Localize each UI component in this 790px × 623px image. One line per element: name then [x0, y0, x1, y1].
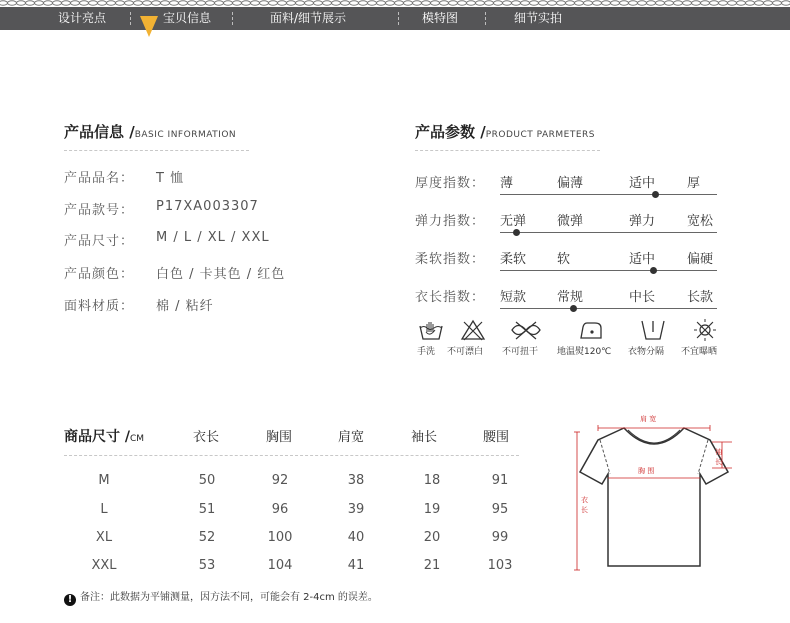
- nav-separator: [398, 12, 399, 25]
- chain-link: [359, 1, 368, 5]
- nav-item-detail-shots[interactable]: 细节实拍: [514, 11, 563, 25]
- chain-link: [656, 1, 665, 5]
- size-header-length: 衣长: [193, 430, 220, 445]
- size-cell: 20: [423, 530, 441, 545]
- chain-link: [161, 1, 170, 5]
- chain-link: [332, 1, 341, 5]
- info-value-name: T 恤: [156, 171, 185, 186]
- no-wring-icon: [508, 318, 544, 342]
- product-params-title: 产品参数 /PRODUCT PARMETERS: [415, 123, 595, 141]
- no-bleach-icon: [460, 318, 486, 342]
- chain-link: [179, 1, 188, 5]
- param-option: 弹力: [629, 214, 656, 229]
- chain-link: [476, 1, 485, 5]
- chain-link: [692, 1, 701, 5]
- chain-link: [755, 1, 764, 5]
- divider: [415, 150, 600, 151]
- size-cell: 51: [198, 502, 216, 517]
- size-cell: 104: [267, 558, 293, 573]
- chain-link: [26, 1, 35, 5]
- nav-item-product-info[interactable]: 宝贝信息: [163, 11, 212, 25]
- care-label-no-bleach: 不可漂白: [447, 347, 484, 357]
- measurement-note: ! 备注：此数据为平铺测量，因方法不同，可能会有 2-4cm 的误差。: [64, 588, 378, 606]
- param-scale-line: [500, 308, 717, 309]
- size-cell: 19: [423, 502, 441, 517]
- chain-link: [44, 1, 53, 5]
- no-sun-icon: [692, 318, 718, 342]
- chain-link: [260, 1, 269, 5]
- chain-link: [80, 1, 89, 5]
- chain-link: [539, 1, 548, 5]
- size-cell: 92: [271, 473, 289, 488]
- size-cell-size: XXL: [91, 558, 117, 573]
- dim-label-length-2: 长: [581, 506, 588, 514]
- param-selected-dot: [650, 267, 657, 274]
- size-cell: 50: [198, 473, 216, 488]
- chain-link: [602, 1, 611, 5]
- chain-link: [584, 1, 593, 5]
- param-option: 宽松: [687, 214, 714, 229]
- hand-wash-icon: [418, 318, 444, 342]
- chain-link: [440, 1, 449, 5]
- size-cell: 18: [423, 473, 441, 488]
- chain-link: [134, 1, 143, 5]
- chain-link: [287, 1, 296, 5]
- param-option: 短款: [500, 290, 527, 305]
- chain-link: [620, 1, 629, 5]
- chain-link: [269, 1, 278, 5]
- dim-label-length-1: 衣: [581, 496, 588, 504]
- param-label: 弹力指数：: [415, 214, 486, 229]
- param-option: 常规: [557, 290, 584, 305]
- param-option: 厚: [687, 176, 701, 191]
- nav-active-pointer: [140, 16, 158, 37]
- chain-link: [485, 1, 494, 5]
- chain-link: [413, 1, 422, 5]
- chain-link: [377, 1, 386, 5]
- param-option: 偏薄: [557, 176, 584, 191]
- chain-link: [557, 1, 566, 5]
- size-cell: 41: [347, 558, 365, 573]
- param-option: 中长: [629, 290, 656, 305]
- param-option: 偏硬: [687, 252, 714, 267]
- chain-link: [152, 1, 161, 5]
- nav-separator: [130, 12, 131, 25]
- chain-link: [314, 1, 323, 5]
- chain-link: [710, 1, 719, 5]
- size-header-sleeve: 袖长: [411, 430, 438, 445]
- chain-link: [548, 1, 557, 5]
- param-selected-dot: [652, 191, 659, 198]
- chain-link: [71, 1, 80, 5]
- chain-link: [512, 1, 521, 5]
- chain-link: [224, 1, 233, 5]
- chain-link: [278, 1, 287, 5]
- care-label-separate: 衣物分隔: [628, 347, 665, 357]
- size-cell: 96: [271, 502, 289, 517]
- size-cell-size: L: [100, 502, 108, 517]
- info-label-color: 产品颜色：: [64, 267, 135, 282]
- param-option: 薄: [500, 176, 514, 191]
- chain-link: [458, 1, 467, 5]
- size-cell-size: XL: [95, 530, 113, 545]
- product-info-title: 产品信息 /BASIC INFORMATION: [64, 123, 237, 141]
- param-option: 适中: [629, 176, 656, 191]
- size-cell: 52: [198, 530, 216, 545]
- param-scale-line: [500, 194, 717, 195]
- size-table-title: 商品尺寸 /CM: [64, 429, 145, 445]
- size-cell: 103: [487, 558, 513, 573]
- nav-separator: [232, 12, 233, 25]
- size-cell-size: M: [98, 473, 110, 488]
- chain-link: [0, 1, 8, 5]
- chain-link: [629, 1, 638, 5]
- info-label-material: 面料材质：: [64, 299, 135, 314]
- param-option: 长款: [687, 290, 714, 305]
- size-cell: 21: [423, 558, 441, 573]
- chain-link: [503, 1, 512, 5]
- dim-label-chest: 胸 围: [638, 467, 655, 475]
- chain-link: [395, 1, 404, 5]
- chain-link: [647, 1, 656, 5]
- exclamation-icon: !: [64, 594, 76, 606]
- chain-link: [35, 1, 44, 5]
- care-label-low-iron: 地温熨120℃: [557, 347, 612, 357]
- chain-link: [611, 1, 620, 5]
- chain-link: [251, 1, 260, 5]
- care-label-no-wring: 不可扭干: [502, 347, 539, 357]
- nav-separator: [485, 12, 486, 25]
- low-iron-icon: [578, 318, 604, 342]
- size-cell: 95: [491, 502, 509, 517]
- care-label-no-sun: 不宜曝晒: [681, 347, 718, 357]
- chain-link: [746, 1, 755, 5]
- size-cell: 53: [198, 558, 216, 573]
- shirt-measurement-diagram: [574, 410, 734, 585]
- param-label: 厚度指数：: [415, 176, 486, 191]
- param-option: 微弹: [557, 214, 584, 229]
- chain-link: [206, 1, 215, 5]
- size-cell: 39: [347, 502, 365, 517]
- hang-dry-icon: [640, 318, 666, 342]
- size-header-shoulder: 肩宽: [338, 430, 365, 445]
- chain-link: [701, 1, 710, 5]
- param-label: 柔软指数：: [415, 252, 486, 267]
- chain-link: [170, 1, 179, 5]
- size-cell: 38: [347, 473, 365, 488]
- chain-link: [305, 1, 314, 5]
- chain-link: [683, 1, 692, 5]
- dim-label-sleeve-2: 长: [715, 458, 722, 466]
- chain-link: [530, 1, 539, 5]
- chain-link: [17, 1, 26, 5]
- chain-link: [188, 1, 197, 5]
- chain-link: [116, 1, 125, 5]
- chain-link: [215, 1, 224, 5]
- chain-link: [143, 1, 152, 5]
- param-scale-line: [500, 270, 717, 271]
- info-value-material: 棉 / 粘纤: [156, 299, 214, 314]
- chain-link: [404, 1, 413, 5]
- param-scale-line: [500, 232, 717, 233]
- chain-link: [431, 1, 440, 5]
- size-cell: 40: [347, 530, 365, 545]
- chain-link: [8, 1, 17, 5]
- info-value-style-no: P17XA003307: [156, 199, 259, 214]
- divider: [64, 150, 249, 151]
- chain-link: [296, 1, 305, 5]
- chain-link: [197, 1, 206, 5]
- care-label-hand-wash: 手洗: [417, 347, 436, 357]
- nav-item-design-highlights[interactable]: 设计亮点: [58, 11, 107, 25]
- size-header-chest: 胸围: [266, 430, 293, 445]
- chain-link: [773, 1, 782, 5]
- chain-link: [422, 1, 431, 5]
- chain-link: [341, 1, 350, 5]
- chain-link: [521, 1, 530, 5]
- nav-item-model-photos[interactable]: 模特图: [422, 11, 459, 25]
- dim-label-shoulder: 肩 宽: [640, 415, 657, 423]
- chain-link: [638, 1, 647, 5]
- nav-item-fabric-details[interactable]: 面料/细节展示: [270, 11, 347, 25]
- chain-link: [242, 1, 251, 5]
- info-value-size: M / L / XL / XXL: [156, 230, 270, 245]
- chain-link: [386, 1, 395, 5]
- param-option: 软: [557, 252, 571, 267]
- chain-link: [323, 1, 332, 5]
- param-label: 衣长指数：: [415, 290, 486, 305]
- chain-link: [593, 1, 602, 5]
- dim-label-sleeve-1: 袖: [715, 448, 722, 456]
- chain-link: [107, 1, 116, 5]
- chain-link: [728, 1, 737, 5]
- param-option: 无弹: [500, 214, 527, 229]
- info-label-style-no: 产品款号：: [64, 203, 135, 218]
- chain-link: [125, 1, 134, 5]
- param-option: 柔软: [500, 252, 527, 267]
- chain-link: [719, 1, 728, 5]
- chain-link: [494, 1, 503, 5]
- chain-link: [98, 1, 107, 5]
- info-label-name: 产品品名：: [64, 171, 135, 186]
- param-option: 适中: [629, 252, 656, 267]
- size-cell: 99: [491, 530, 509, 545]
- chain-link: [53, 1, 62, 5]
- param-selected-dot: [513, 229, 520, 236]
- info-label-size: 产品尺寸：: [64, 234, 135, 249]
- chain-link: [350, 1, 359, 5]
- size-cell: 100: [267, 530, 293, 545]
- chain-link: [233, 1, 242, 5]
- chain-link: [665, 1, 674, 5]
- chain-link: [764, 1, 773, 5]
- param-selected-dot: [570, 305, 577, 312]
- nav-bar: [0, 7, 790, 30]
- chain-link: [368, 1, 377, 5]
- chain-link: [467, 1, 476, 5]
- chain-link: [449, 1, 458, 5]
- chain-link: [566, 1, 575, 5]
- divider: [64, 455, 519, 456]
- chain-link: [737, 1, 746, 5]
- chain-link: [62, 1, 71, 5]
- chain-link: [89, 1, 98, 5]
- info-value-color: 白色 / 卡其色 / 红色: [156, 267, 286, 282]
- size-header-waist: 腰围: [483, 430, 510, 445]
- chain-border: [0, 0, 790, 6]
- size-cell: 91: [491, 473, 509, 488]
- chain-link: [782, 1, 790, 5]
- chain-link: [674, 1, 683, 5]
- chain-link: [575, 1, 584, 5]
